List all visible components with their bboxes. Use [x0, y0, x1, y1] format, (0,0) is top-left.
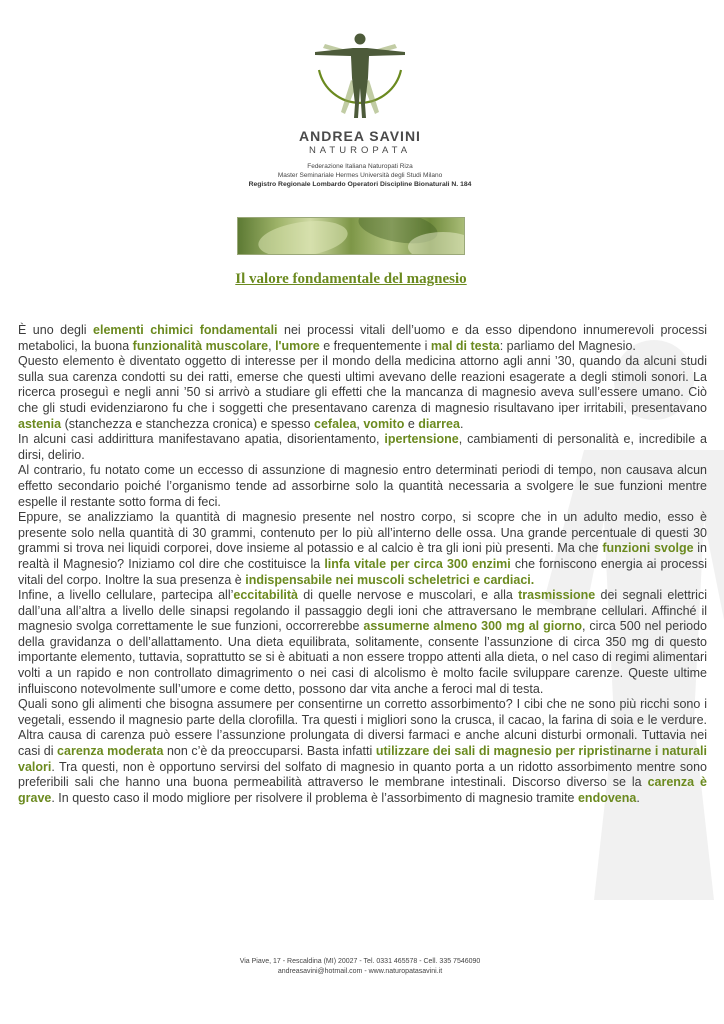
highlight-text: eccitabilità — [233, 588, 299, 603]
highlight-text: assumerne almeno 300 mg al giorno — [363, 619, 582, 634]
highlight-text: elementi chimici fondamentali — [93, 323, 278, 337]
footer-address: Via Piave, 17 - Rescaldina (MI) 20027 - Tel. 0331 465578 - Cell. 335 7546090 — [239, 958, 481, 965]
highlight-text: endovena — [577, 790, 637, 805]
highlight-text: astenia — [18, 416, 62, 431]
highlight-text: mal di testa — [430, 338, 500, 353]
banner-image — [237, 217, 465, 255]
highlight-text: l'umore — [275, 338, 320, 353]
credential-line-3: Registro Regionale Lombardo Operatori Discipline Bionaturali N. 184 — [248, 181, 472, 188]
paragraph: Al contrario, fu notato come un eccesso di assunzione di magnesio entro determinati periodi di tempo, non causava alcun effetto secondario poiché l’organismo tende ad assorbirne solo la quantità necessaria a svolgere le sue funzioni mentre espelle il restante sotto forma di feci. — [18, 463, 707, 509]
highlight-text: ipertensione — [384, 432, 459, 447]
paragraph: Questo elemento è diventato oggetto di interesse per il mondo della medicina attorno agli anni ’30, quando da alcuni studi sulla sua carenza condotti su dei ratti, emerse che questi ultimi avevano delle reazioni esagerate a degli stimoli sonori. La ricerca proseguì e negli anni ’50 si arrivò a studiare gli effetti che la mancanza di magnesio aveva sull’essere umano. Ciò che gli studi evidenziarono fu che i soggetti che presentavano carenza di magnesio risultavano iper irritabili, presentavano astenia (stanchezza e stanchezza cronica) e spesso cefalea, vomito e diarrea. — [18, 354, 707, 431]
paragraph: Infine, a livello cellulare, partecipa all’eccitabilità di quelle nervose e muscolari, e alla trasmissione dei segnali elettrici dall’una all’altra a livello delle sinapsi regolando il passaggio degli ioni che attraversano le membrane cellulari. Affinché il magnesio svolga correttamente le sue funzioni, occorrerebbe assumerne almeno 300 mg al giorno, circa 500 nel periodo della gravidanza o dell’allattamento. Una dieta equilibrata, solitamente, consente l’assunzione di circa 350 mg di questo importante elemento, tuttavia, soprattutto se si è abituati a non essere troppo attenti alla dieta, o nel caso di regimi alimentari volti a un rapido e non controllato dimagrimento o nei casi di alcolismo è molto facile sviluppare carenze. Queste ultime influiscono notevolmente sull’umore e come detto, possono dar vita anche a feroci mal di testa. — [18, 588, 707, 696]
highlight-text: diarrea — [418, 416, 460, 431]
highlight-text: carenza è grave — [18, 775, 708, 805]
highlight-text: indispensabile nei muscoli scheletrici e cardiaci. — [245, 572, 535, 587]
brand-subtitle: NATUROPATA — [308, 145, 412, 156]
highlight-text: vomito — [363, 416, 405, 431]
article-title: Il valore fondamentale del magnesio — [235, 271, 467, 287]
highlight-text: cefalea — [314, 416, 357, 431]
vitruvian-man-icon — [305, 30, 415, 126]
footer-contacts: andreasavini@hotmail.com - www.naturopatasavini.it — [277, 968, 443, 975]
paragraph: Quali sono gli alimenti che bisogna assumere per consentirne un corretto assorbimento? I cibi che ne sono più ricchi sono i vegetali, essendo il magnesio parte della clorofilla. Tra questi i migliori sono la crusca, il cacao, la farina di soia e le verdure. Altra causa di carenza può essere l’assunzione prolungata di diversi farmaci e anche alcuni disturbi ormonali. Tuttavia nei casi di carenza moderata non c’è da preoccuparsi. Basta infatti utilizzare dei sali di magnesio per ripristinarne i naturali valori. Tra questi, non è opportuno servirsi del solfato di magnesio in quanto porta a un ridotto assorbimento mentre sono preferibili sali che hanno una buona permeabilità attraverso le membrane intestinali. Discorso diverso se la carenza è grave. In questo caso il modo migliore per risolvere il problema è l’assorbimento di magnesio tramite endovena. — [18, 697, 708, 805]
highlight-text: funzioni svolge — [602, 541, 694, 556]
highlight-text: funzionalità muscolare — [132, 338, 269, 353]
brand-name: ANDREA SAVINI — [299, 128, 421, 144]
highlight-text: trasmissione — [518, 588, 596, 603]
credential-line-2: Master Seminariale Hermes Università degli Studi Milano — [277, 172, 443, 179]
footer — [180, 957, 540, 977]
paragraph: È uno degli elementi chimici fondamentali nei processi vitali dell’uomo e da esso dipendono innumerevoli processi metabolici, la buona funzionalità muscolare, l'umore e frequentemente i mal di testa: parliamo del Magnesio. — [18, 323, 708, 353]
paragraph: Eppure, se analizziamo la quantità di magnesio presente nel nostro corpo, si scopre che in un adulto medio, esso è presente solo nella quantità di 30 grammi, contenuto per lo più all’interno delle ossa. Una grande percentuale di questi 30 grammi si trova nei liquidi corporei, dove insieme al potassio e al calcio è tra gli ioni più presenti. Ma che funzioni svolge in realtà il Magnesio? Iniziamo col dire che costituisce la linfa vitale per circa 300 enzimi che forniscono energia ai processi vitali del corpo. Inoltre la sua presenza è indispensabile nei muscoli scheletrici e cardiaci. — [18, 510, 707, 587]
highlight-text: carenza moderata — [57, 744, 164, 759]
paragraph: In alcuni casi addirittura manifestavano apatia, disorientamento, ipertensione, cambiamenti di personalità e, incredibile a dirsi, delirio. — [18, 432, 707, 462]
article-body — [18, 323, 707, 806]
highlight-text: utilizzare dei sali di magnesio per ripristinarne i naturali valori — [18, 744, 707, 774]
highlight-text: linfa vitale per circa 300 enzimi — [324, 556, 511, 571]
header-logo-block — [180, 30, 540, 195]
credential-line-1: Federazione Italiana Naturopati Riza — [307, 163, 413, 170]
